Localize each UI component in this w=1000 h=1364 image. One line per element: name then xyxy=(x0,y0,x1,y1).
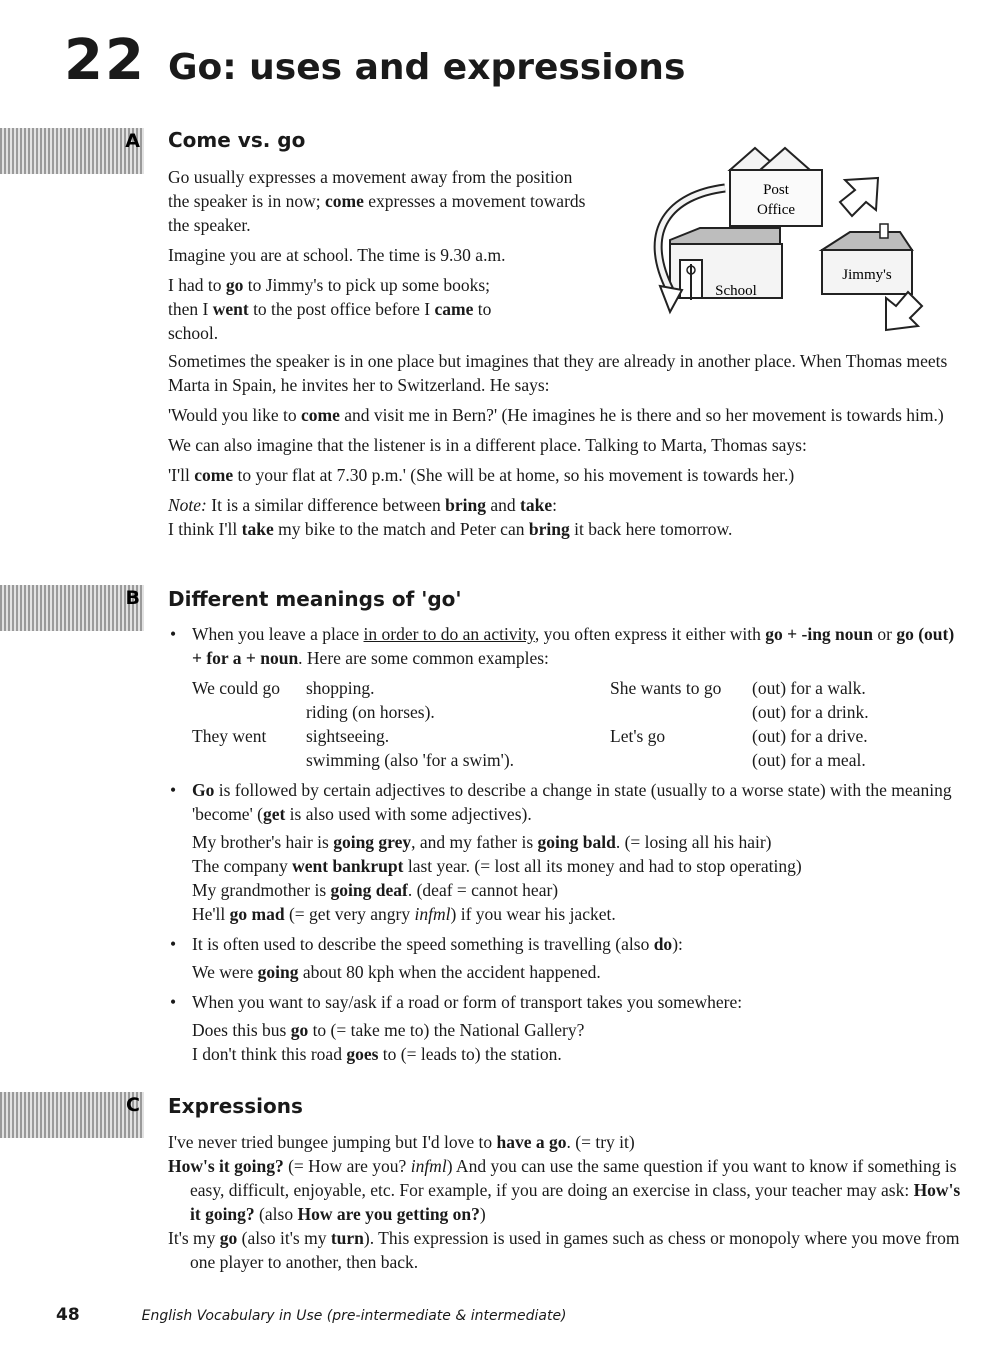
section-b-letter: B xyxy=(125,587,140,609)
come-go-explanation: Go usually expresses a movement away from the position the speaker is in now; come expresses a movement towards the speaker. xyxy=(168,167,586,235)
bullet-change-state: • Go is followed by certain adjectives to describe a change in state (usually to a worse state) with the meaning 'become' (get is also used with some adjectives). xyxy=(168,778,958,826)
section-a-letter: A xyxy=(125,130,140,152)
school-example: I had to go to Jimmy's to pick up some books; then I went to the post office before I came to school. xyxy=(168,275,492,343)
listener-place-explanation: We can also imagine that the listener is in a different place. Talking to Marta, Thomas says: xyxy=(168,435,807,455)
destination-examples: Does this bus go to (= take me to) the National Gallery? I don't think this road goes to (= leads to) the station. xyxy=(192,1020,585,1064)
bern-example: 'Would you like to come and visit me in Bern?' (He imagines he is there and so her movement is towards him.) xyxy=(168,405,944,425)
jimmys-label: Jimmy's xyxy=(842,267,892,283)
bullet-destination: • When you want to say/ask if a road or form of transport takes you somewhere: xyxy=(168,990,958,1014)
flat-example: 'I'll come to your flat at 7.30 p.m.' (She will be at home, so his movement is towards her.) xyxy=(168,465,795,485)
section-c-letter: C xyxy=(126,1094,140,1116)
section-b-heading: Different meanings of 'go' xyxy=(168,587,462,611)
bring-take-example: I think I'll take my bike to the match and Peter can bring it back here tomorrow. xyxy=(168,519,733,539)
post-office-label-line1: Post xyxy=(763,182,789,198)
section-c-body xyxy=(168,1130,968,1280)
section-b-tab xyxy=(0,585,144,631)
page-number: 48 xyxy=(56,1305,80,1325)
section-a-tab xyxy=(0,128,144,174)
book-title: English Vocabulary in Use (pre-intermediate & intermediate) xyxy=(141,1308,567,1324)
unit-header xyxy=(64,28,685,93)
hows-it-going-expression: How's it going? (= How are you? infml) And you can use the same question if you want to know if something is easy, difficult, enjoyable, etc. For example, if you are doing an exercise in class, your teacher may ask: How's it going? (also How are you getting on?) xyxy=(168,1156,961,1224)
post-office-building xyxy=(730,148,822,226)
school-label: School xyxy=(715,283,757,299)
my-go-expression: It's my go (also it's my turn). This expression is used in games such as chess or monopoly where you move from one player to another, then back. xyxy=(168,1228,960,1272)
imagined-place-explanation: Sometimes the speaker is in one place but imagines that they are already in another place. When Thomas meets Marta in Spain, he invites her to Switzerland. He says: xyxy=(168,351,948,395)
section-b-body xyxy=(168,622,958,1072)
section-a-intro xyxy=(168,165,598,351)
page-footer xyxy=(56,1305,567,1325)
arrow-to-post-office xyxy=(840,178,878,216)
arrow-to-jimmys xyxy=(886,292,922,330)
school-scenario: Imagine you are at school. The time is 9.30 a.m. xyxy=(168,245,506,265)
unit-number: 22 xyxy=(64,28,146,93)
bullet-leave-place: • When you leave a place in order to do an activity, you often express it either with go + -ing noun or go (out) + for a + noun. Here are some common examples: xyxy=(168,622,958,670)
section-a-heading: Come vs. go xyxy=(168,128,306,152)
speed-example: We were going about 80 kph when the accident happened. xyxy=(192,962,601,982)
change-state-examples: My brother's hair is going grey, and my father is going bald. (= losing all his hair) The company went bankrupt last year. (= lost all its money and had to stop operating) My grandmother is going deaf. (deaf = cannot hear) He'll go mad (= get very angry infml) if you wear his jacket. xyxy=(192,832,802,924)
unit-title: Go: uses and expressions xyxy=(167,47,686,88)
activity-examples-table: We could go shopping. She wants to go (out) for a walk. riding (on horses). (out) for a drink. They went sightseeing. Let's go (out) for a drive. swimming (also 'for a swim'). (out) for a meal. xyxy=(192,678,869,770)
section-c-tab xyxy=(0,1092,144,1138)
school-building xyxy=(670,228,782,300)
bring-take-note: Note: It is a similar difference between bring and take: I think I'll take my bike to the match and Peter can bring it back here tomorrow. xyxy=(168,495,733,539)
have-a-go-expression: I've never tried bungee jumping but I'd love to have a go. (= try it) xyxy=(168,1132,635,1152)
post-office-label-line2: Office xyxy=(756,202,796,218)
movement-diagram xyxy=(630,140,940,340)
section-c-heading: Expressions xyxy=(168,1094,303,1118)
jimmys-building xyxy=(822,224,912,294)
section-a-body xyxy=(168,349,968,541)
bullet-speed: • It is often used to describe the speed something is travelling (also do): xyxy=(168,932,958,956)
